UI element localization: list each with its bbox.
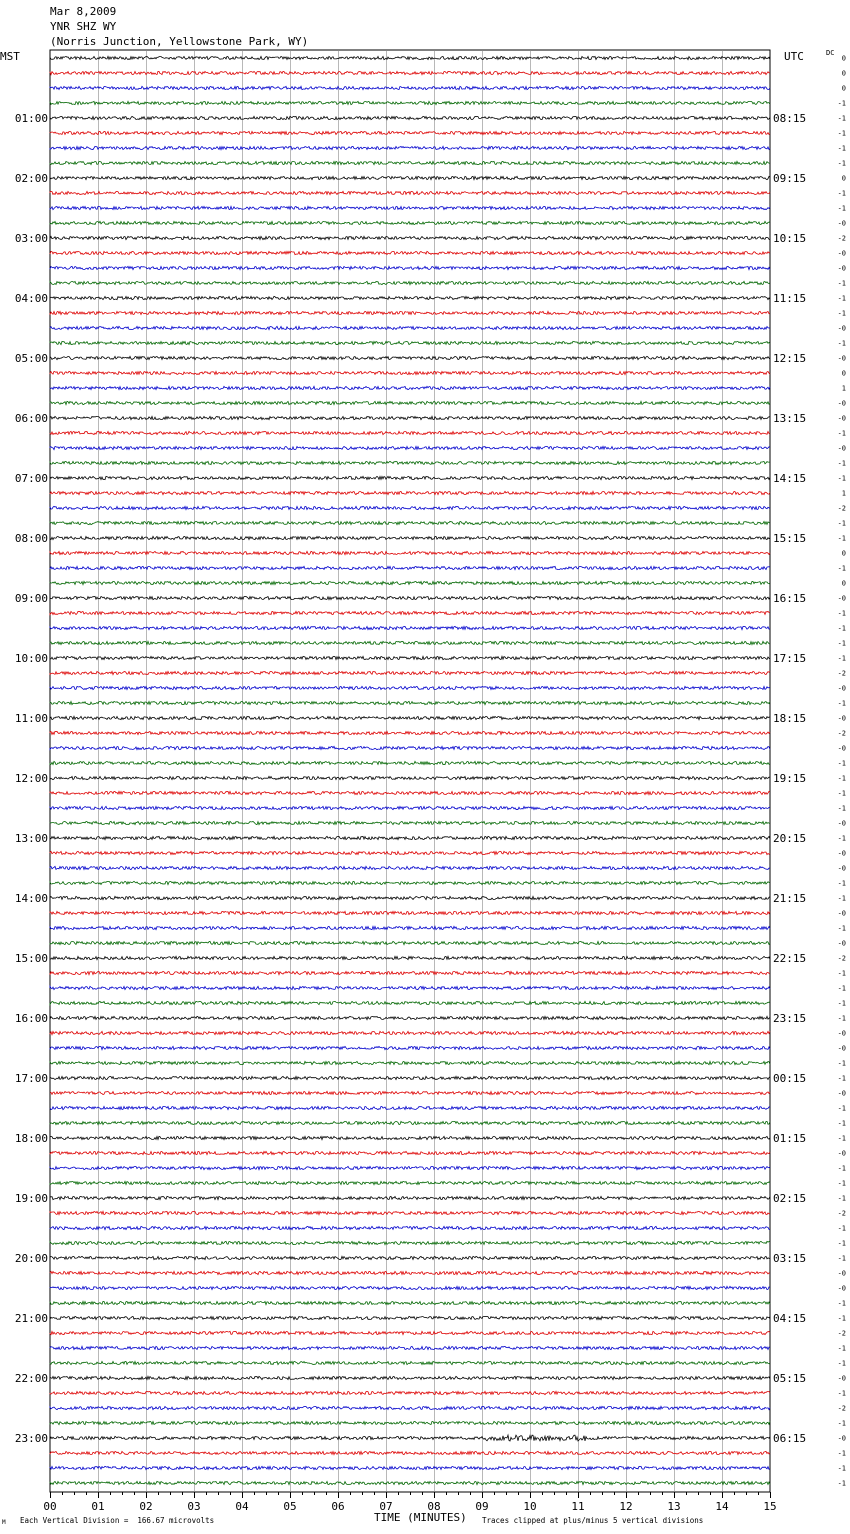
seismic-trace	[50, 206, 770, 209]
x-tick-label: 06	[331, 1500, 345, 1513]
dc-offset-label: -2	[837, 729, 846, 738]
seismic-trace	[50, 806, 770, 809]
mst-hour-label: 08:00	[14, 532, 48, 545]
seismic-trace	[50, 326, 770, 329]
seismic-trace	[50, 1361, 770, 1364]
dc-offset-label: -1	[837, 999, 846, 1008]
dc-offset-label: -2	[837, 1209, 846, 1218]
dc-offset-label: -1	[837, 879, 846, 888]
seismic-trace	[50, 1031, 770, 1034]
seismic-trace	[50, 86, 770, 89]
seismic-trace	[50, 476, 770, 479]
dc-offset-label: -1	[837, 339, 846, 348]
seismic-trace	[50, 1376, 770, 1379]
seismic-trace	[50, 1271, 770, 1274]
x-tick-label: 08	[427, 1500, 441, 1513]
dc-column-label: DC	[826, 49, 835, 57]
mst-hour-label: 04:00	[14, 292, 48, 305]
seismic-trace	[50, 341, 770, 344]
utc-hour-label: 09:15	[773, 172, 807, 185]
x-tick-label: 13	[667, 1500, 681, 1513]
mst-hour-label: 12:00	[14, 772, 48, 785]
seismic-trace	[50, 611, 770, 614]
dc-offset-label: -1	[837, 1449, 846, 1458]
dc-offset-label: -0	[837, 939, 846, 948]
seismic-trace	[50, 1061, 770, 1064]
plot-frame	[50, 50, 770, 1492]
seismic-trace	[50, 521, 770, 524]
dc-offset-label: -0	[837, 249, 846, 258]
seismic-trace	[50, 956, 770, 959]
dc-offset-label: -1	[837, 129, 846, 138]
seismic-trace	[50, 401, 770, 404]
seismic-trace	[50, 1151, 770, 1154]
left-timezone-label: MST	[0, 50, 20, 63]
mst-hour-label: 23:00	[14, 1432, 48, 1445]
mst-hour-label: 18:00	[14, 1132, 48, 1145]
dc-offset-label: -1	[837, 1299, 846, 1308]
dc-offset-label: -1	[837, 1389, 846, 1398]
dc-offset-label: -0	[837, 1284, 846, 1293]
minute-grid	[50, 50, 770, 1492]
seismic-trace	[50, 1121, 770, 1124]
record-date: Mar 8,2009	[50, 5, 117, 18]
seismic-trace	[50, 971, 770, 974]
utc-hour-label: 01:15	[773, 1132, 807, 1145]
seismic-trace	[50, 776, 770, 779]
seismic-trace	[50, 1451, 770, 1454]
seismic-trace	[50, 941, 770, 944]
dc-offset-label: -1	[837, 204, 846, 213]
mst-hour-label: 05:00	[14, 352, 48, 365]
x-tick-label: 09	[475, 1500, 489, 1513]
dc-offset-label: -1	[837, 1194, 846, 1203]
dc-offset-label: -0	[837, 399, 846, 408]
seismic-trace	[50, 1346, 770, 1349]
utc-hour-label: 10:15	[773, 232, 807, 245]
seismic-trace	[50, 1481, 770, 1484]
seismic-trace	[50, 506, 770, 509]
seismic-trace	[50, 191, 770, 194]
utc-hour-label: 03:15	[773, 1252, 807, 1265]
seismic-trace	[50, 116, 770, 119]
seismic-trace	[50, 716, 770, 719]
seismic-trace	[50, 1316, 770, 1319]
mst-hour-label: 21:00	[14, 1312, 48, 1325]
dc-offset-label: -1	[837, 1359, 846, 1368]
seismic-trace	[50, 1406, 770, 1409]
utc-hour-label: 12:15	[773, 352, 807, 365]
seismic-trace	[50, 176, 770, 179]
dc-offset-label: -1	[837, 639, 846, 648]
dc-offset-label: 0	[841, 369, 846, 378]
dc-offset-label: -1	[837, 699, 846, 708]
scale-note: Each Vertical Division = 166.67 microvolts	[20, 1516, 215, 1525]
dc-offset-label: -0	[837, 1434, 846, 1443]
dc-offset-label: -2	[837, 954, 846, 963]
seismic-trace	[50, 1241, 770, 1244]
dc-offset-label: -0	[837, 714, 846, 723]
seismic-trace	[50, 236, 770, 239]
dc-offset-label: -0	[837, 264, 846, 273]
seismic-trace	[50, 656, 770, 659]
seismic-trace	[50, 851, 770, 854]
utc-hour-label: 19:15	[773, 772, 807, 785]
dc-offset-label: -0	[837, 684, 846, 693]
seismic-trace	[50, 56, 770, 59]
seismic-trace	[50, 1226, 770, 1229]
seismic-trace	[50, 1046, 770, 1049]
seismic-trace	[50, 386, 770, 389]
seismic-trace	[50, 1106, 770, 1109]
dc-offset-label: -1	[837, 279, 846, 288]
seismic-trace	[50, 446, 770, 449]
mst-hour-label: 06:00	[14, 412, 48, 425]
dc-offset-label: -1	[837, 429, 846, 438]
x-tick-label: 05	[283, 1500, 297, 1513]
seismic-trace	[50, 836, 770, 839]
mst-hour-label: 22:00	[14, 1372, 48, 1385]
dc-offset-label: -2	[837, 504, 846, 513]
dc-offset-label: 0	[841, 69, 846, 78]
utc-hour-label: 06:15	[773, 1432, 807, 1445]
seismic-trace	[50, 671, 770, 674]
dc-offset-label: -2	[837, 234, 846, 243]
mst-hour-label: 02:00	[14, 172, 48, 185]
dc-offset-label: -1	[837, 1104, 846, 1113]
seismic-trace	[50, 761, 770, 764]
mst-hour-label: 19:00	[14, 1192, 48, 1205]
seismic-trace	[50, 896, 770, 899]
x-tick-label: 11	[571, 1500, 585, 1513]
trace-group	[50, 56, 770, 1484]
dc-offset-label: -1	[837, 459, 846, 468]
seismic-trace	[50, 926, 770, 929]
station-code: YNR SHZ WY	[50, 20, 117, 33]
mst-hour-label: 10:00	[14, 652, 48, 665]
mst-hour-label: 09:00	[14, 592, 48, 605]
dc-offset-label: -1	[837, 624, 846, 633]
mst-hour-label: 01:00	[14, 112, 48, 125]
seismic-trace	[50, 371, 770, 374]
seismic-trace	[50, 281, 770, 284]
mst-hour-label: 20:00	[14, 1252, 48, 1265]
mst-hour-label: 14:00	[14, 892, 48, 905]
dc-offset-label: -1	[837, 924, 846, 933]
seismic-trace	[50, 1166, 770, 1169]
dc-offset-label: -0	[837, 1089, 846, 1098]
seismic-trace	[50, 101, 770, 104]
seismic-trace	[50, 566, 770, 569]
dc-offset-label: -1	[837, 1224, 846, 1233]
dc-offset-label: -0	[837, 324, 846, 333]
seismic-trace	[50, 746, 770, 749]
dc-offset-label: -1	[837, 1344, 846, 1353]
dc-offset-label: -0	[837, 864, 846, 873]
dc-offset-label: -1	[837, 894, 846, 903]
utc-hour-label: 02:15	[773, 1192, 807, 1205]
seismic-trace	[50, 296, 770, 299]
seismic-trace	[50, 146, 770, 149]
seismic-trace	[50, 1421, 770, 1424]
dc-offset-label: -0	[837, 819, 846, 828]
dc-offset-label: -1	[837, 564, 846, 573]
utc-hour-label: 13:15	[773, 412, 807, 425]
dc-offset-label: -0	[837, 744, 846, 753]
dc-offset-label: -0	[837, 219, 846, 228]
dc-offset-label: -1	[837, 609, 846, 618]
utc-hour-label: 23:15	[773, 1012, 807, 1025]
dc-offset-label: 0	[841, 579, 846, 588]
seismic-trace	[50, 1196, 770, 1199]
dc-offset-label: 1	[841, 384, 846, 393]
dc-offset-label: -1	[837, 519, 846, 528]
seismic-trace	[50, 431, 770, 434]
utc-hour-label: 18:15	[773, 712, 807, 725]
seismic-trace	[50, 1076, 770, 1079]
dc-offset-label: -1	[837, 1254, 846, 1263]
seismic-trace	[50, 1136, 770, 1139]
seismic-trace	[50, 311, 770, 314]
dc-offset-label: -1	[837, 969, 846, 978]
dc-offset-label: -1	[837, 309, 846, 318]
seismic-trace	[50, 1331, 770, 1334]
mst-hour-label: 03:00	[14, 232, 48, 245]
dc-offset-label: -0	[837, 594, 846, 603]
dc-offset-label: -1	[837, 774, 846, 783]
dc-offset-label: -1	[837, 759, 846, 768]
dc-offset-label: -1	[837, 1419, 846, 1428]
right-timezone-label: UTC	[784, 50, 804, 63]
seismic-trace	[50, 1435, 770, 1441]
dc-offset-label: -1	[837, 1479, 846, 1488]
dc-offset-label: 1	[841, 489, 846, 498]
seismic-trace	[50, 596, 770, 599]
seismic-trace	[50, 1466, 770, 1469]
dc-offset-label: -1	[837, 534, 846, 543]
dc-offset-label: -1	[837, 804, 846, 813]
dc-offset-label: -1	[837, 1074, 846, 1083]
seismic-trace	[50, 416, 770, 419]
utc-hour-label: 22:15	[773, 952, 807, 965]
dc-offset-label: -0	[837, 849, 846, 858]
mst-hour-label: 17:00	[14, 1072, 48, 1085]
dc-offset-label: -1	[837, 114, 846, 123]
seismic-trace	[50, 911, 770, 914]
x-axis-title: TIME (MINUTES)	[374, 1511, 467, 1524]
seismic-trace	[50, 251, 770, 254]
dc-offset-label: -2	[837, 1404, 846, 1413]
dc-offset-label: -1	[837, 1179, 846, 1188]
seismic-trace	[50, 866, 770, 869]
seismic-trace	[50, 881, 770, 884]
dc-offset-label: -1	[837, 144, 846, 153]
dc-offset-label: -0	[837, 414, 846, 423]
seismic-trace	[50, 266, 770, 269]
utc-hour-label: 05:15	[773, 1372, 807, 1385]
seismic-trace	[50, 356, 770, 359]
dc-offset-label: -0	[837, 354, 846, 363]
dc-offset-label: -1	[837, 1014, 846, 1023]
utc-hour-label: 17:15	[773, 652, 807, 665]
dc-offset-label: 0	[841, 84, 846, 93]
dc-offset-label: -2	[837, 669, 846, 678]
x-tick-label: 03	[187, 1500, 201, 1513]
utc-hour-label: 08:15	[773, 112, 807, 125]
dc-offset-label: -1	[837, 99, 846, 108]
seismic-trace	[50, 791, 770, 794]
seismic-trace	[50, 1211, 770, 1214]
dc-offset-label: -1	[837, 1134, 846, 1143]
seismic-trace	[50, 1001, 770, 1004]
x-tick-label: 10	[523, 1500, 537, 1513]
dc-offset-label: -1	[837, 654, 846, 663]
dc-offset-label: -0	[837, 909, 846, 918]
mst-hour-label: 16:00	[14, 1012, 48, 1025]
dc-offset-label: -0	[837, 1374, 846, 1383]
x-tick-label: 14	[715, 1500, 729, 1513]
utc-hour-label: 14:15	[773, 472, 807, 485]
dc-offset-label: -1	[837, 474, 846, 483]
seismic-trace	[50, 581, 770, 584]
mst-hour-label: 11:00	[14, 712, 48, 725]
seismic-trace	[50, 1301, 770, 1304]
x-tick-label: 00	[43, 1500, 57, 1513]
dc-offset-label: -1	[837, 1119, 846, 1128]
x-tick-label: 02	[139, 1500, 153, 1513]
dc-offset-label: -2	[837, 1329, 846, 1338]
seismic-trace	[50, 1286, 770, 1289]
dc-offset-label: -0	[837, 1149, 846, 1158]
seismic-trace	[50, 701, 770, 704]
utc-hour-label: 21:15	[773, 892, 807, 905]
dc-offset-label: -1	[837, 834, 846, 843]
clip-note: Traces clipped at plus/minus 5 vertical divisions	[482, 1516, 704, 1525]
dc-offset-label: -1	[837, 1314, 846, 1323]
dc-offset-label: -0	[837, 1044, 846, 1053]
dc-offset-label: -0	[837, 1029, 846, 1038]
mst-hour-label: 13:00	[14, 832, 48, 845]
dc-offset-label: -1	[837, 1164, 846, 1173]
seismic-trace	[50, 1016, 770, 1019]
mst-hour-label: 07:00	[14, 472, 48, 485]
seismic-trace	[50, 1091, 770, 1094]
dc-offset-label: -0	[837, 444, 846, 453]
utc-hour-label: 16:15	[773, 592, 807, 605]
dc-offset-label: -1	[837, 189, 846, 198]
dc-offset-label: 0	[841, 549, 846, 558]
station-location: (Norris Junction, Yellowstone Park, WY)	[50, 35, 309, 48]
dc-offset-label: -0	[837, 1269, 846, 1278]
dc-offset-label: -1	[837, 789, 846, 798]
dc-offset-label: -1	[837, 1464, 846, 1473]
seismic-trace	[50, 71, 770, 74]
seismic-trace	[50, 1181, 770, 1184]
mst-hour-label: 15:00	[14, 952, 48, 965]
seismic-trace	[50, 491, 770, 494]
seismic-trace	[50, 626, 770, 629]
dc-offset-label: 0	[841, 54, 846, 63]
seismic-trace	[50, 551, 770, 554]
corner-mark: M	[2, 1519, 6, 1526]
x-tick-label: 01	[91, 1500, 105, 1513]
x-tick-label: 15	[763, 1500, 777, 1513]
seismic-trace	[50, 536, 770, 539]
dc-offset-label: -1	[837, 1239, 846, 1248]
x-tick-label: 12	[619, 1500, 633, 1513]
seismic-trace	[50, 1391, 770, 1394]
seismic-trace	[50, 221, 770, 224]
dc-offset-label: -1	[837, 159, 846, 168]
utc-hour-label: 15:15	[773, 532, 807, 545]
time-axis	[43, 1492, 776, 1513]
seismic-trace	[50, 1256, 770, 1259]
seismic-trace	[50, 641, 770, 644]
x-tick-label: 07	[379, 1500, 393, 1513]
dc-offset-label: -1	[837, 984, 846, 993]
utc-hour-label: 00:15	[773, 1072, 807, 1085]
seismic-trace	[50, 821, 770, 824]
x-tick-label: 04	[235, 1500, 249, 1513]
seismic-trace	[50, 461, 770, 464]
seismic-trace	[50, 731, 770, 734]
dc-offset-label: 0	[841, 174, 846, 183]
seismic-trace	[50, 686, 770, 689]
utc-hour-label: 20:15	[773, 832, 807, 845]
utc-hour-label: 11:15	[773, 292, 807, 305]
dc-offset-label: -1	[837, 294, 846, 303]
utc-hour-label: 04:15	[773, 1312, 807, 1325]
seismic-trace	[50, 131, 770, 134]
seismic-trace	[50, 986, 770, 989]
dc-offset-label: -1	[837, 1059, 846, 1068]
seismic-trace	[50, 161, 770, 164]
